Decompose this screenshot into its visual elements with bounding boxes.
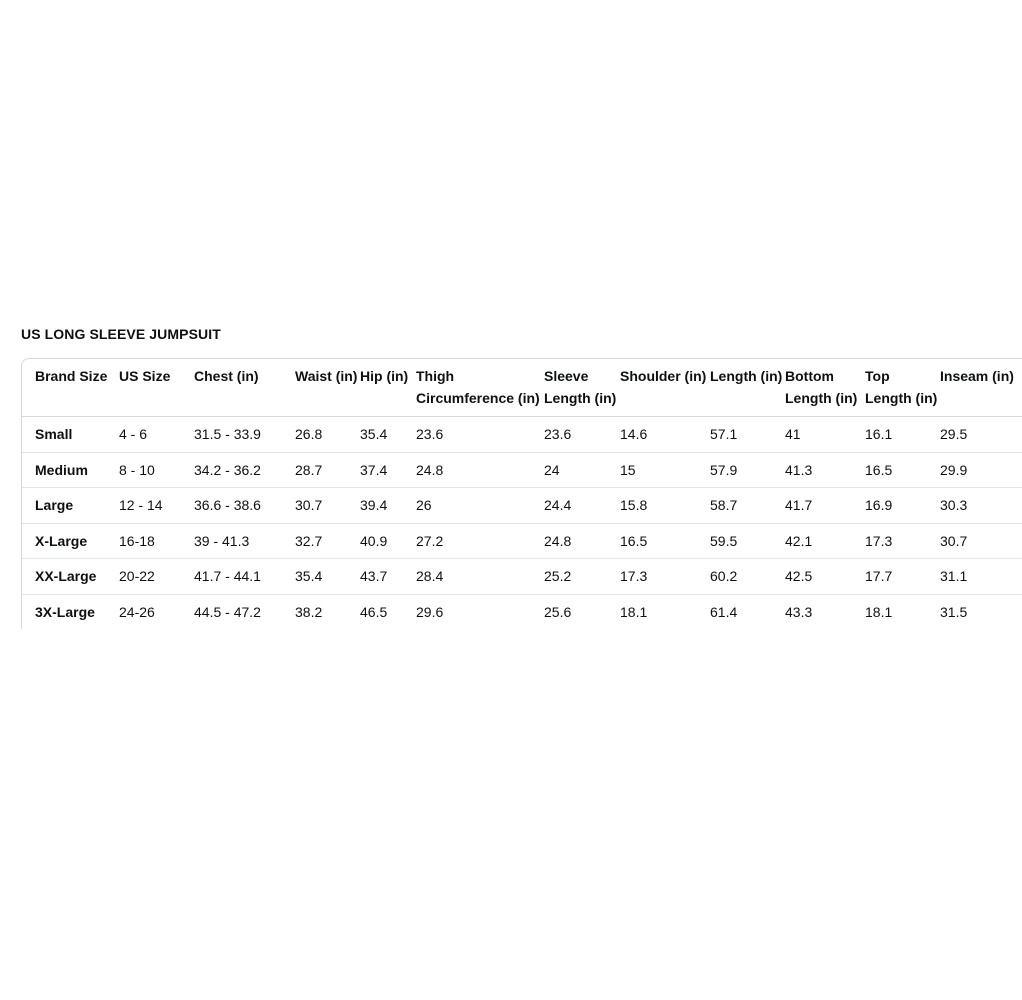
column-header: Bottom Length (in)	[785, 359, 865, 417]
table-cell: 60.2	[710, 559, 785, 595]
table-cell: 8 - 10	[119, 452, 194, 488]
table-cell: XX-Large	[22, 559, 119, 595]
table-cell: 25.6	[544, 603, 572, 620]
table-cell: 30.7	[940, 523, 1022, 559]
table-cell: 27.2	[416, 523, 544, 559]
table-cell: 46.5	[360, 603, 388, 620]
column-header: Chest (in)	[194, 359, 295, 417]
size-chart-title: US LONG SLEEVE JUMPSUIT	[21, 326, 221, 342]
table-cell: 43.3	[785, 603, 813, 620]
table-cell: 15.8	[620, 488, 710, 524]
table-cell: X-Large	[22, 523, 119, 559]
table-cell: 24-26	[119, 603, 155, 620]
table-cell: 16-18	[119, 523, 194, 559]
table-cell: 17.7	[865, 559, 940, 595]
size-table	[22, 359, 1022, 629]
table-cell: 58.7	[710, 488, 785, 524]
table-cell: 36.6 - 38.6	[194, 488, 295, 524]
table-cell: 20-22	[119, 559, 194, 595]
column-header: Hip (in)	[360, 359, 416, 417]
table-cell: 24.8	[416, 452, 544, 488]
table-cell: 16.1	[865, 417, 940, 453]
table-cell: 31.5 - 33.9	[194, 417, 295, 453]
table-cell: 31.1	[940, 559, 1022, 595]
table-cell: 41.7 - 44.1	[194, 559, 295, 595]
table-cell: 40.9	[360, 523, 416, 559]
table-cell: 30.3	[940, 488, 1022, 524]
table-cell: 12 - 14	[119, 488, 194, 524]
table-cell: 16.9	[865, 488, 940, 524]
table-row	[22, 523, 1022, 559]
table-cell: 17.3	[865, 523, 940, 559]
table-cell: Small	[22, 417, 119, 453]
table-cell: 3X-Large	[35, 603, 95, 620]
table-cell: 15	[620, 452, 710, 488]
table-cell: 17.3	[620, 559, 710, 595]
table-cell: 14.6	[620, 417, 710, 453]
table-row	[22, 452, 1022, 488]
table-cell: 42.1	[785, 523, 865, 559]
column-header: Top Length (in)	[865, 359, 940, 417]
table-cell: 31.5	[940, 603, 968, 620]
column-header: US Size	[119, 359, 194, 417]
table-cell: 28.4	[416, 559, 544, 595]
column-header: Shoulder (in)	[620, 359, 710, 417]
table-cell: 57.1	[710, 417, 785, 453]
table-cell: 24.4	[544, 488, 620, 524]
table-row	[22, 559, 1022, 595]
table-row	[22, 417, 1022, 453]
table-cell: 37.4	[360, 452, 416, 488]
table-header-row	[22, 359, 1022, 417]
table-cell: Large	[22, 488, 119, 524]
table-cell: 23.6	[544, 417, 620, 453]
column-header: Waist (in)	[295, 359, 360, 417]
table-cell: 41	[785, 417, 865, 453]
table-cell: 24	[544, 452, 620, 488]
table-cell: 42.5	[785, 559, 865, 595]
table-cell: Medium	[22, 452, 119, 488]
table-row	[22, 594, 1022, 629]
table-cell: 28.7	[295, 452, 360, 488]
table-cell: 26.8	[295, 417, 360, 453]
table-cell: 34.2 - 36.2	[194, 452, 295, 488]
table-row	[22, 488, 1022, 524]
table-cell: 38.2	[295, 603, 323, 620]
column-header: Thigh Circumference (in)	[416, 359, 544, 417]
table-cell: 41.3	[785, 452, 865, 488]
table-cell: 24.8	[544, 523, 620, 559]
table-cell: 26	[416, 488, 544, 524]
table-cell: 18.1	[620, 603, 648, 620]
table-cell: 23.6	[416, 417, 544, 453]
table-cell: 18.1	[865, 603, 893, 620]
table-cell: 16.5	[865, 452, 940, 488]
table-cell: 61.4	[710, 603, 738, 620]
table-cell: 4 - 6	[119, 417, 194, 453]
size-table-container	[21, 358, 1022, 629]
table-cell: 44.5 - 47.2	[194, 603, 261, 620]
table-cell: 29.5	[940, 417, 1022, 453]
table-cell: 29.6	[416, 603, 444, 620]
table-cell: 35.4	[360, 417, 416, 453]
size-chart	[21, 324, 1014, 629]
table-cell: 16.5	[620, 523, 710, 559]
column-header: Length (in)	[710, 359, 785, 417]
table-cell: 57.9	[710, 452, 785, 488]
column-header: Sleeve Length (in)	[544, 359, 620, 417]
table-cell: 30.7	[295, 488, 360, 524]
column-header: Inseam (in)	[940, 359, 1022, 417]
table-cell: 43.7	[360, 559, 416, 595]
table-cell: 32.7	[295, 523, 360, 559]
table-cell: 29.9	[940, 452, 1022, 488]
table-cell: 59.5	[710, 523, 785, 559]
table-cell: 41.7	[785, 488, 865, 524]
column-header: Brand Size	[22, 359, 119, 417]
table-cell: 39.4	[360, 488, 416, 524]
table-cell: 35.4	[295, 559, 360, 595]
table-cell: 39 - 41.3	[194, 523, 295, 559]
table-cell: 25.2	[544, 559, 620, 595]
